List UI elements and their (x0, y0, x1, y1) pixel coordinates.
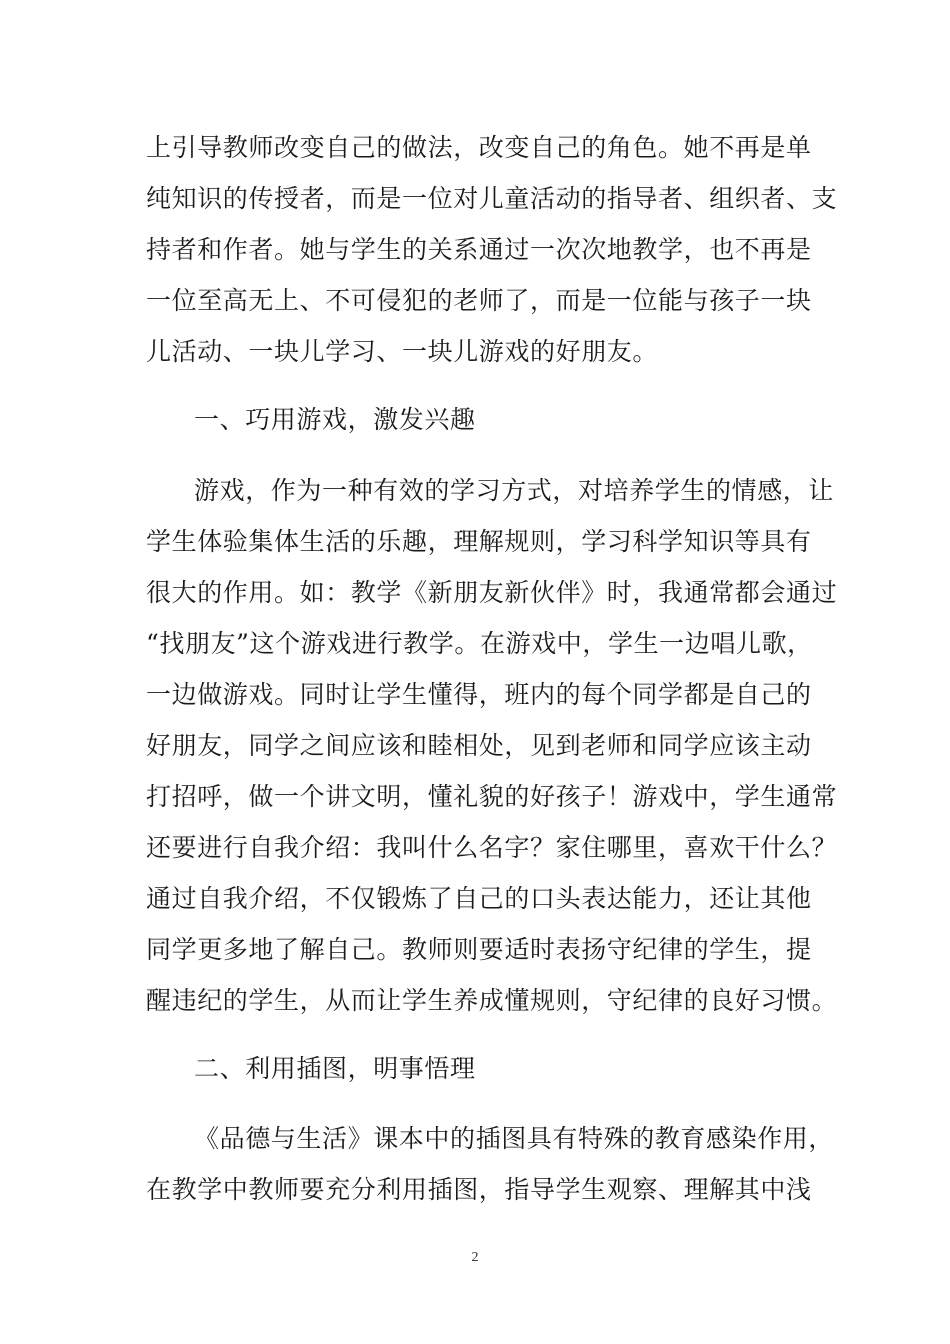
paragraph-line: 通过自我介绍，不仅锻炼了自己的口头表达能力，还让其他 (146, 884, 812, 913)
page-number: 2 (471, 1250, 479, 1265)
paragraph-line: 上引导教师改变自己的做法，改变自己的角色。她不再是单 (146, 133, 812, 162)
paragraph-line: 很大的作用。如：教学《新朋友新伙伴》时，我通常都会通过 (146, 578, 838, 607)
section-heading: 二、利用插图，明事悟理 (194, 1054, 476, 1083)
paragraph-line: 还要进行自我介绍：我叫什么名字？家住哪里，喜欢干什么？ (146, 833, 838, 862)
paragraph-line: 好朋友，同学之间应该和睦相处，见到老师和同学应该主动 (146, 731, 812, 760)
paragraph-line: 游戏，作为一种有效的学习方式，对培养学生的情感，让 (194, 476, 835, 505)
paragraph-line: 纯知识的传授者，而是一位对儿童活动的指导者、组织者、支 (146, 184, 838, 213)
paragraph-line: 一位至高无上、不可侵犯的老师了，而是一位能与孩子一块 (146, 286, 812, 315)
paragraph-line: 学生体验集体生活的乐趣，理解规则，学习科学知识等具有 (146, 527, 812, 556)
paragraph-line: 《品德与生活》课本中的插图具有特殊的教育感染作用， (194, 1124, 835, 1153)
section-heading: 一、巧用游戏，激发兴趣 (194, 405, 476, 434)
paragraph-line: 在教学中教师要充分利用插图，指导学生观察、理解其中浅 (146, 1175, 812, 1204)
paragraph-line: 一边做游戏。同时让学生懂得，班内的每个同学都是自己的 (146, 680, 812, 709)
paragraph-line: 打招呼，做一个讲文明，懂礼貌的好孩子！游戏中，学生通常 (146, 782, 838, 811)
paragraph-line: 持者和作者。她与学生的关系通过一次次地教学，也不再是 (146, 235, 812, 264)
paragraph-line: 儿活动、一块儿学习、一块儿游戏的好朋友。 (146, 337, 659, 366)
paragraph-line: 同学更多地了解自己。教师则要适时表扬守纪律的学生，提 (146, 935, 812, 964)
paragraph-line: “找朋友”这个游戏进行教学。在游戏中，学生一边唱儿歌， (146, 629, 813, 658)
paragraph-line: 醒违纪的学生，从而让学生养成懂规则，守纪律的良好习惯。 (146, 986, 838, 1015)
